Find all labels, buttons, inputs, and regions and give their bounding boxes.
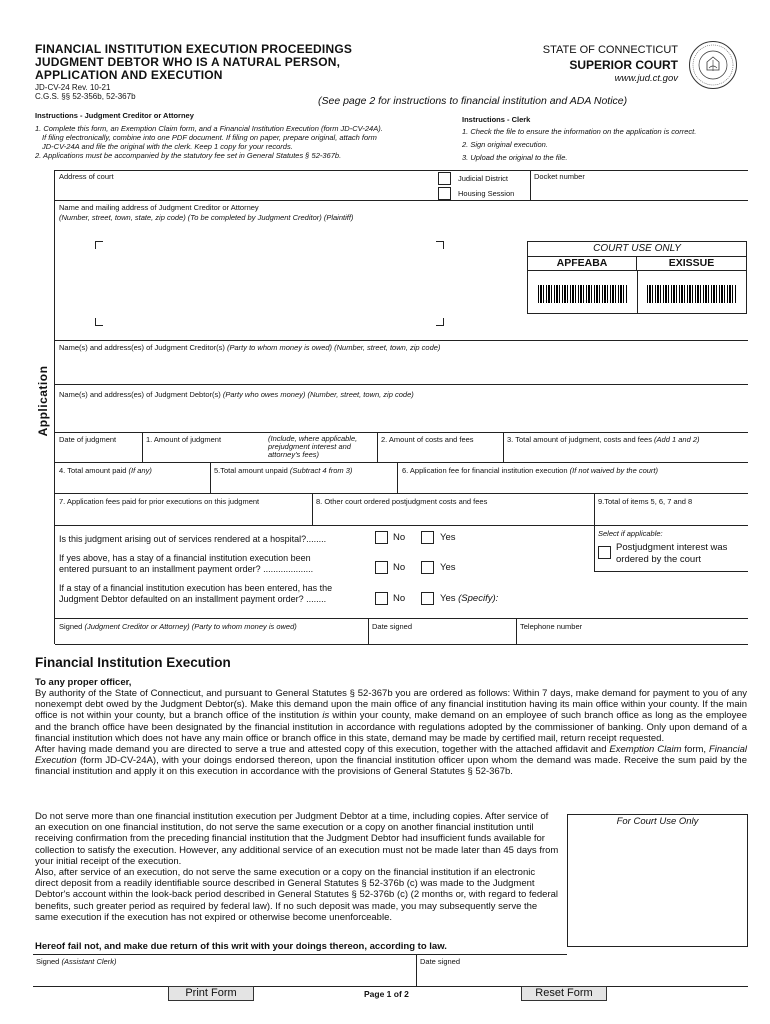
court-use-only-label: COURT USE ONLY — [528, 242, 746, 257]
amount-of-judgment-label: 1. Amount of judgment — [146, 435, 222, 444]
execution-date-signed-label: Date signed — [420, 957, 461, 966]
hospital-no-checkbox[interactable] — [375, 531, 388, 544]
stay-no-checkbox[interactable] — [375, 561, 388, 574]
creditor-instruction-2: 2. Applications must be accompanied by the statutory fee set in General Statutes § 52-367b. — [35, 151, 342, 160]
docket-number-input[interactable] — [534, 182, 744, 198]
name-address-label: Name and mailing address of Judgment Creditor or Attorney — [59, 203, 259, 212]
page-number: Page 1 of 2 — [364, 989, 409, 999]
specify-input[interactable] — [506, 590, 744, 606]
housing-session-label: Housing Session — [458, 189, 515, 198]
address-corner-br — [436, 318, 444, 326]
default-yes-label: Yes (Specify): — [440, 593, 499, 604]
amount-unpaid-label: 5.Total amount unpaid (Subtract 4 from 3) — [214, 466, 353, 475]
clerk-instruction-2: 2. Sign original execution. — [462, 140, 548, 149]
question-stay: If yes above, has a stay of a financial institution execution been entered pursuant to an installment payment order? .................... — [59, 553, 314, 574]
question-hospital: Is this judgment arising out of services rendered at a hospital?........ — [59, 534, 327, 544]
amount-of-judgment-hint: (Include, where applicable, prejudgment interest and attorney's fees) — [268, 434, 358, 459]
telephone-input[interactable] — [520, 631, 745, 643]
clerk-instructions-heading: Instructions - Clerk — [462, 115, 531, 124]
creditors-input[interactable] — [59, 353, 744, 381]
date-signed-label: Date signed — [372, 622, 413, 631]
total-items-label: 9.Total of items 5, 6, 7 and 8 — [598, 497, 693, 506]
state-seal-icon — [688, 40, 738, 90]
execution-paragraph-3-4 — [35, 811, 560, 923]
total-amount-label: 3. Total amount of judgment, costs and fees (Add 1 and 2) — [507, 435, 700, 444]
creditor-instruction-1a: 1. Complete this form, an Exemption Claim form, and a Financial Institution Execution (form JD-CV-24A). — [35, 124, 383, 133]
barcode-exissue — [647, 285, 737, 303]
reset-form-button[interactable]: Reset Form — [521, 986, 607, 1001]
title-line-2: JUDGMENT DEBTOR WHO IS A NATURAL PERSON, — [35, 55, 341, 69]
clerk-instruction-1: 1. Check the file to ensure the information on the application is correct. — [462, 127, 697, 136]
select-if-applicable-label: Select if applicable: — [598, 529, 663, 538]
creditor-instructions — [35, 111, 455, 160]
address-corner-tl — [95, 241, 103, 249]
title-line-1: FINANCIAL INSTITUTION EXECUTION PROCEEDINGS — [35, 42, 353, 56]
prior-fees-label: 7. Application fees paid for prior executions on this judgment — [59, 497, 260, 506]
code-exissue: EXISSUE — [637, 257, 746, 271]
telephone-label: Telephone number — [520, 622, 583, 631]
print-form-button[interactable]: Print Form — [168, 986, 254, 1001]
execution-paragraph-3: Do not serve more than one financial institution execution per Judgment Debtor at a time, including copies. After service of an execution on one financial institution, do not serve the same execution or a copy on another financial institution until receiving confirmation from the preceding financial institution that the Judgment Debtor had insufficient funds available for collection to satisfy the execution. However, any additional service of an execution must not be made later than 45 days from your initial receipt of the execution. — [35, 811, 559, 867]
clerk-instruction-3: 3. Upload the original to the file. — [462, 153, 568, 162]
execution-salutation: To any proper officer, — [35, 677, 132, 688]
postjudgment-interest-label: Postjudgment interest was ordered by the court — [616, 542, 728, 565]
address-corner-bl — [95, 318, 103, 326]
code-apfeaba: APFEABA — [528, 257, 637, 271]
creditor-instruction-1b: If filing electronically, combine into one PDF document. If filing on paper, prepare original, attach form — [42, 133, 377, 142]
application-side-label-cell — [33, 170, 55, 644]
name-address-hint: (Number, street, town, state, zip code) (To be completed by Judgment Creditor) (Plaintiff) — [59, 213, 354, 222]
debtors-input[interactable] — [59, 400, 744, 429]
date-of-judgment-label: Date of judgment — [59, 435, 117, 444]
judicial-district-label: Judicial District — [458, 174, 509, 183]
signed-clerk-label: Signed (Assistant Clerk) — [36, 957, 117, 966]
for-court-use-box — [567, 814, 748, 947]
date-signed-input[interactable] — [372, 631, 512, 643]
address-corner-tr — [436, 241, 444, 249]
default-yes-checkbox[interactable] — [421, 592, 434, 605]
creditor-instruction-1c: JD-CV-24A and file the original with the clerk. Keep 1 copy for your records. — [42, 142, 293, 151]
hospital-yes-label: Yes — [440, 532, 456, 543]
hospital-yes-checkbox[interactable] — [421, 531, 434, 544]
stay-yes-checkbox[interactable] — [421, 561, 434, 574]
question-default: If a stay of a financial institution execution has been entered, has the Judgment Debtor defaulted on an installment payment order? ........ — [59, 583, 333, 604]
creditor-instructions-heading: Instructions - Judgment Creditor or Attorney — [35, 111, 194, 120]
form-title — [35, 43, 435, 82]
website: www.jud.ct.gov — [614, 73, 678, 84]
execution-paragraph-1: By authority of the State of Connecticut, and pursuant to General Statutes § 52-367b you are ordered as follows: Within 7 days, make demand for payment to you of any nonexempt debt owed by the Judgment Debtor(s). Make this demand upon the main office of any financial institution having its main office within your county. If the main office is not within your county, but a branch office of the institution is within your county, make demand on an employee of such branch office as long as the employee and the branch office have been designated by the financial institution in accordance with regulations adopted by the commissioner of banking. Only upon demand of a financial institution which does not have any main office or branch office in this state, demand may be made by certified mail, return receipt requested. — [35, 688, 747, 744]
signed-creditor-input[interactable] — [59, 631, 364, 643]
housing-session-checkbox[interactable] — [438, 187, 451, 200]
execution-paragraph-1-2 — [35, 688, 747, 778]
statutes: C.G.S. §§ 52-356b, 52-367b — [35, 92, 136, 101]
application-side-label: Application — [36, 365, 50, 437]
hereof-fail-not: Hereof fail not, and make due return of this writ with your doings thereon, according to law. — [35, 941, 447, 952]
default-no-checkbox[interactable] — [375, 592, 388, 605]
title-line-3: APPLICATION AND EXECUTION — [35, 68, 223, 82]
address-of-court-input[interactable] — [59, 181, 429, 198]
stay-yes-label: Yes — [440, 562, 456, 573]
amount-paid-label: 4. Total amount paid (If any) — [59, 466, 152, 475]
name-address-input[interactable] — [104, 250, 430, 314]
court-use-only-box — [527, 241, 747, 314]
for-court-use-label: For Court Use Only — [616, 816, 699, 827]
costs-fees-label: 2. Amount of costs and fees — [381, 435, 474, 444]
barcode-apfeaba — [538, 285, 628, 303]
execution-heading: Financial Institution Execution — [35, 655, 231, 670]
application-fee-label: 6. Application fee for financial institution execution (If not waived by the court) — [402, 466, 658, 475]
see-page-2-note: (See page 2 for instructions to financial institution and ADA Notice) — [318, 95, 628, 107]
court-name: SUPERIOR COURT — [569, 58, 678, 72]
judicial-district-checkbox[interactable] — [438, 172, 451, 185]
postjudgment-interest-checkbox[interactable] — [598, 546, 611, 559]
execution-paragraph-2: After having made demand you are directed to serve a true and attested copy of this execution, together with the attached affidavit and Exemption Claim form, Financial Execution (form JD-CV-24A), with your doings endorsed thereon, upon the financial institution officer upon whom the demand was made. Receive the sum paid by the financial institution and apply it on this execution in accordance with the provisions of General Statutes § 52-367b. — [35, 744, 747, 778]
stay-no-label: No — [393, 562, 406, 573]
form-number: JD-CV-24 Rev. 10-21 — [35, 83, 111, 92]
hospital-no-label: No — [393, 532, 406, 543]
signed-creditor-label: Signed (Judgment Creditor or Attorney) (Party to whom money is owed) — [59, 622, 297, 631]
docket-number-label: Docket number — [534, 172, 585, 181]
state-name: STATE OF CONNECTICUT — [542, 44, 678, 56]
other-costs-label: 8. Other court ordered postjudgment costs and fees — [316, 497, 488, 506]
execution-paragraph-4: Also, after service of an execution, do not serve the same execution or a copy on the financial institution if an electronic direct deposit from a readily identifiable source described in General Statutes § 52-376b (c) was made to the Judgment Debtor's account within the look-back period described in General Statutes § 52-376b (c) (2 months or, with regard to federal benefits, such greater period as required by federal law). If no such deposit was made, you may subsequently serve the same execution if the execution has not expired or otherwise become unenforceable. — [35, 867, 559, 923]
creditors-label: Name(s) and address(es) of Judgment Creditor(s) (Party to whom money is owed) (Number, street, town, zip code) — [59, 343, 441, 352]
clerk-instructions — [462, 115, 752, 162]
address-of-court-label: Address of court — [59, 172, 114, 181]
default-no-label: No — [393, 593, 406, 604]
debtors-label: Name(s) and address(es) of Judgment Debtor(s) (Party who owes money) (Number, street, town, zip code) — [59, 390, 414, 399]
execution-date-signed-input[interactable] — [420, 967, 565, 984]
signed-clerk-input[interactable] — [36, 967, 412, 984]
